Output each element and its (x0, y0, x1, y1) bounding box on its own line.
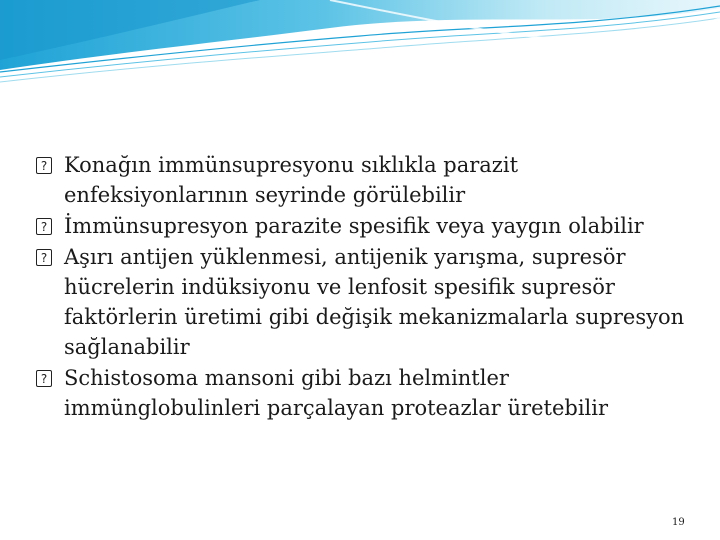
bullet-item (36, 211, 696, 241)
bullet-glyph-icon: ? (36, 157, 52, 174)
bullet-glyph-icon: ? (36, 218, 52, 235)
bullet-text: Schistosoma mansoni gibi bazı helmintler immünglobulinleri parçalayan proteazlar üretebilir (64, 366, 609, 420)
bullet-glyph-icon: ? (36, 249, 52, 266)
bullet-item (36, 150, 696, 210)
header-wave-decoration (0, 0, 720, 90)
bullet-text: İmmünsupresyon parazite spesifik veya yaygın olabilir (64, 214, 644, 238)
bullet-item (36, 363, 696, 423)
bullet-text: Konağın immünsupresyonu sıklıkla parazit enfeksiyonlarının seyrinde görülebilir (64, 153, 519, 207)
bullet-item (36, 242, 696, 362)
slide-content (36, 150, 696, 424)
bullet-glyph-icon: ? (36, 370, 52, 387)
bullet-text: Aşırı antijen yüklenmesi, antijenik yarışma, supresör hücrelerin indüksiyonu ve lenfosit spesifik supresör faktörlerin üretimi gibi değişik mekanizmalarla supresyon sağlanabilir (64, 245, 685, 359)
page-number: 19 (672, 517, 685, 528)
